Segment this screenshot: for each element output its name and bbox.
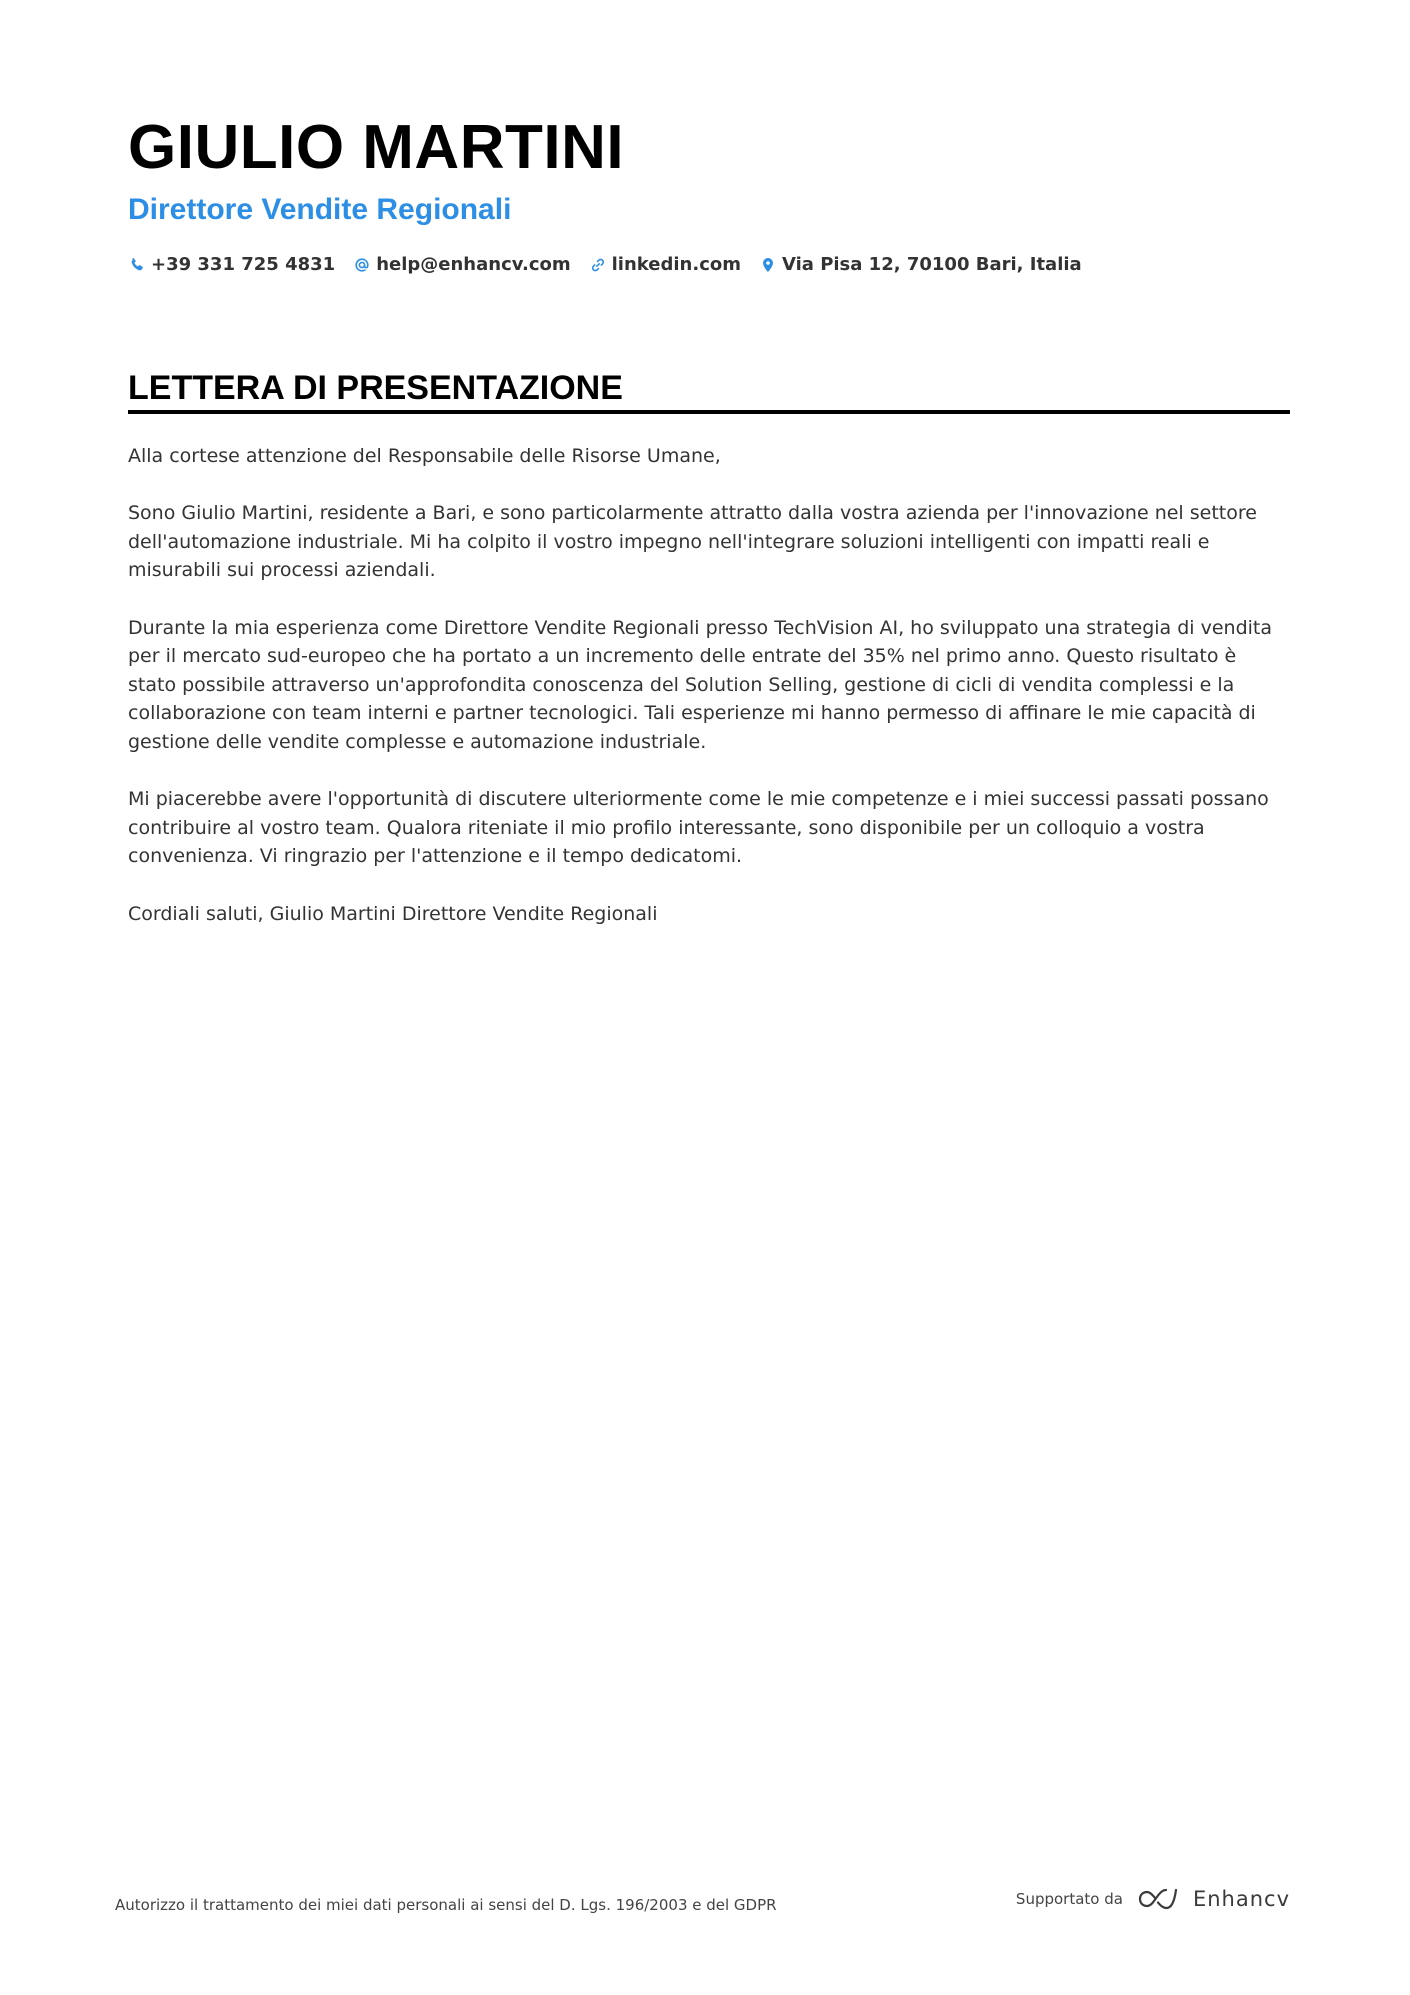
phone-icon [128, 256, 146, 274]
contact-email-text: help@enhancv.com [376, 254, 571, 275]
location-pin-icon [759, 256, 777, 274]
contact-email[interactable] [353, 254, 570, 275]
letter-paragraph: Sono Giulio Martini, residente a Bari, e sono particolarmente attratto dalla vostra azienda per l'innovazione nel settore dell'automazione industriale. Mi ha colpito il vostro impegno nell'integrare soluzioni intelligenti con impatti reali e misurabili sui processi aziendali. [128, 502, 1257, 582]
privacy-note: Autorizzo il trattamento dei miei dati personali ai sensi del D. Lgs. 196/2003 e del GDPR [115, 1896, 777, 1914]
contact-address [759, 254, 1082, 275]
letter-body [128, 442, 1290, 957]
letter-paragraph: Durante la mia esperienza come Direttore Vendite Regionali presso TechVision AI, ho sviluppato una strategia di vendita per il mercato sud-europeo che ha portato a un incremento delle entrate del 35% nel primo anno. Questo risultato è stato possibile attraverso un'approfondita conoscenza del Solution Selling, gestione di cicli di vendita complessi e la collaborazione con team interni e partner tecnologici. Tali esperienze mi hanno permesso di affinare le mie capacità di gestione delle vendite complesse e automazione industriale. [128, 616, 1273, 753]
letter-salutation: Alla cortese attenzione del Responsabile delle Risorse Umane, [128, 445, 721, 467]
link-icon [589, 256, 607, 274]
contact-linkedin-text: linkedin.com [611, 254, 741, 275]
contact-bar [128, 254, 1100, 275]
section-divider [128, 410, 1290, 414]
brand-name: Enhancv [1192, 1887, 1290, 1911]
letter-closing: Cordiali saluti, Giulio Martini Direttore Vendite Regionali [128, 902, 658, 925]
section-heading: LETTERA DI PRESENTAZIONE [128, 369, 623, 407]
contact-linkedin[interactable] [589, 254, 741, 275]
contact-address-text: Via Pisa 12, 70100 Bari, Italia [782, 254, 1082, 275]
powered-by[interactable] [1016, 1886, 1290, 1912]
powered-by-label: Supportato da [1015, 1890, 1123, 1908]
job-title: Direttore Vendite Regionali [128, 193, 512, 226]
contact-phone-text: +39 331 725 4831 [151, 254, 336, 275]
letter-paragraph: Mi piacerebbe avere l'opportunità di discutere ulteriormente come le mie competenze e i miei successi passati possano contribuire al vostro team. Qualora riteniate il mio profilo interessante, sono disponibile per un colloquio a vostra convenienza. Vi ringrazio per l'attenzione e il tempo dedicatomi. [128, 788, 1269, 868]
at-icon [353, 256, 371, 274]
enhancv-logo-icon [1135, 1886, 1181, 1912]
candidate-name: GIULIO MARTINI [128, 113, 625, 182]
contact-phone[interactable] [128, 254, 335, 275]
